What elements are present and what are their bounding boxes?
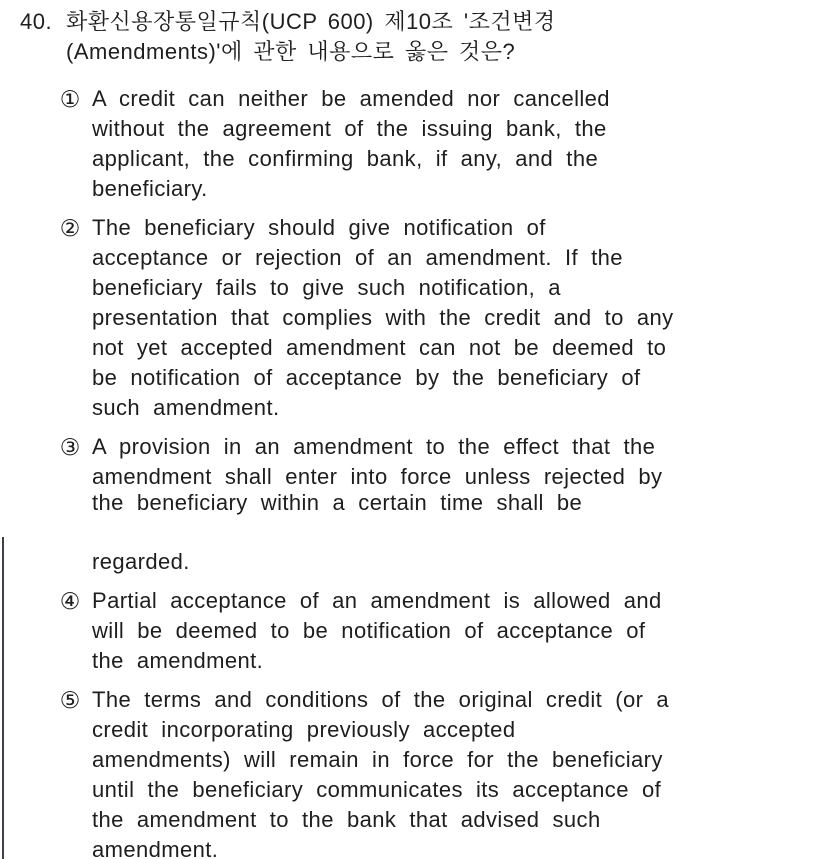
option-line: Partial acceptance of an amendment is allowed and	[92, 588, 662, 613]
option-3-marker: ③	[59, 434, 81, 460]
question-block	[20, 7, 806, 67]
option-line: not yet accepted amendment can not be deemed to	[92, 335, 667, 360]
option-line: credit incorporating previously accepted	[92, 717, 516, 742]
option-5-marker: ⑤	[59, 687, 81, 713]
question-line: (Amendments)'에 관한 내용으로 옳은 것은?	[66, 39, 516, 64]
option-line: beneficiary.	[92, 176, 208, 201]
option-2-marker: ②	[59, 215, 81, 241]
option-4	[57, 586, 806, 676]
option-line: presentation that complies with the credit and to any	[92, 305, 674, 330]
option-5-text	[92, 685, 784, 859]
option-line: A provision in an amendment to the effect that the	[92, 434, 656, 459]
option-1	[57, 84, 806, 204]
option-line: applicant, the confirming bank, if any, and the	[92, 146, 599, 171]
option-line: The beneficiary should give notification of	[92, 215, 546, 240]
question-text	[66, 7, 686, 67]
option-line: beneficiary fails to give such notification, a	[92, 275, 561, 300]
question-line: 화환신용장통일규칙(UCP 600) 제10조 '조건변경	[66, 9, 556, 34]
option-4-text	[92, 586, 784, 676]
question-number: 40.	[20, 9, 53, 34]
page-edge-rule	[2, 537, 4, 859]
option-1-text	[92, 84, 784, 204]
option-line: the amendment to the bank that advised such	[92, 807, 601, 832]
option-line: A credit can neither be amended nor cancelled	[92, 86, 610, 111]
option-5	[57, 685, 806, 859]
option-line: amendment shall enter into force unless rejected by	[92, 464, 663, 489]
option-line: be notification of acceptance by the beneficiary of	[92, 365, 641, 390]
options-list	[57, 84, 806, 859]
option-line-clipped-scan-artifact: the beneficiary within a certain time shall be	[92, 492, 583, 515]
option-line-detached: regarded.	[92, 549, 190, 574]
option-line: amendments) will remain in force for the beneficiary	[92, 747, 663, 772]
option-line: the amendment.	[92, 648, 264, 673]
option-2	[57, 213, 806, 423]
option-line: until the beneficiary communicates its acceptance of	[92, 777, 662, 802]
option-3-text	[92, 432, 784, 577]
option-line: amendment.	[92, 837, 219, 859]
option-line: such amendment.	[92, 395, 280, 420]
option-line: acceptance or rejection of an amendment. If the	[92, 245, 623, 270]
option-2-text	[92, 213, 784, 423]
option-3	[57, 432, 806, 577]
option-line: without the agreement of the issuing bank, the	[92, 116, 607, 141]
option-1-marker: ①	[59, 86, 81, 112]
option-line: The terms and conditions of the original credit (or a	[92, 687, 670, 712]
option-4-marker: ④	[59, 588, 81, 614]
option-line: will be deemed to be notification of acceptance of	[92, 618, 646, 643]
